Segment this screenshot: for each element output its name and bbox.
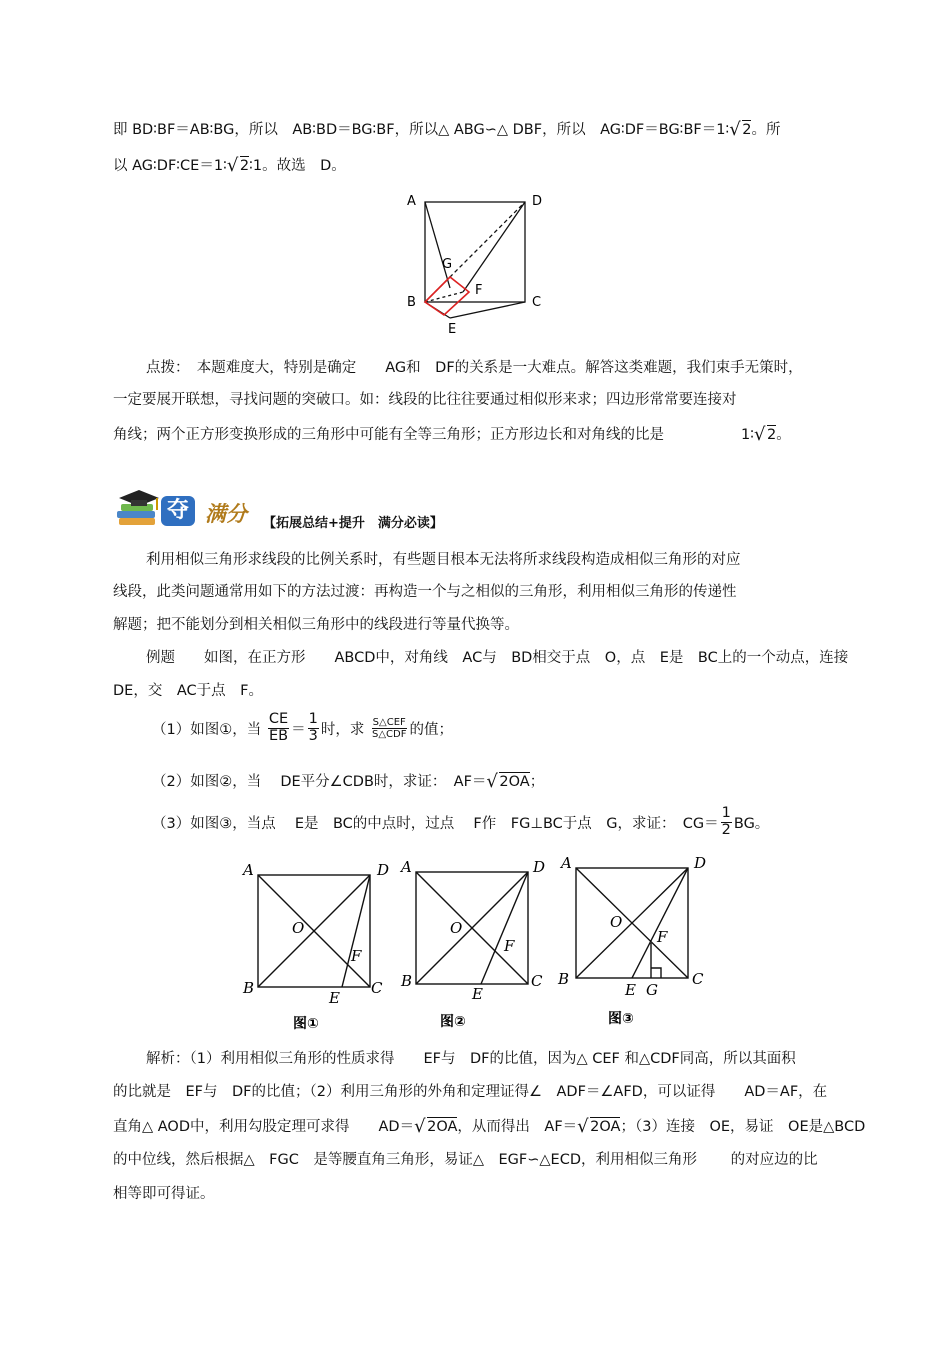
svg-text:C: C	[531, 972, 543, 990]
svg-text:D: D	[694, 854, 707, 872]
svg-text:D: D	[377, 861, 390, 879]
svg-text:A: A	[243, 861, 254, 879]
svg-text:E: E	[625, 981, 636, 999]
figure-1-caption: 图①	[293, 1016, 319, 1032]
question-3: （3）如图③，当点 E是 BC的中点时，过点 F作 FG⊥BC于点 G，求证： CG＝ $\frac{1}{2}$ BG。	[152, 805, 770, 838]
text-line: 以 AG∶DF∶CE＝1∶√ 2∶1。故选 D。	[113, 154, 346, 175]
figure-3-caption: 图③	[608, 1011, 634, 1027]
svg-text:F: F	[504, 937, 515, 955]
intro-line: 解题；把不能划分到相关相似三角形中的线段进行等量代换等。	[113, 617, 519, 633]
svg-text:B: B	[401, 972, 413, 990]
label-D: D	[532, 194, 543, 209]
banner-subtitle: 【拓展总结+提升 满分必读】	[263, 516, 443, 531]
banner-title: 满分	[205, 502, 247, 526]
solution-line: 的比就是 EF与 DF的比值；（2）利用三角形的外角和定理证得∠ ADF＝∠AFD，可以证得 AD＝AF，在	[113, 1084, 828, 1100]
hint-line: 一定要展开联想，寻找问题的突破口。如：线段的比往往要通过相似形来求；四边形常常要连接对	[113, 392, 737, 408]
example-line: DE，交 AC于点 F。	[113, 683, 263, 699]
svg-text:E: E	[329, 989, 340, 1007]
sqrt: √ 2	[729, 122, 751, 138]
figure-1	[238, 855, 398, 1035]
intro-line: 利用相似三角形求线段的比例关系时，有些题目根本无法将所求线段构造成相似三角形的对应	[146, 552, 741, 568]
figure-square-geometry	[395, 188, 555, 338]
label-A: A	[407, 194, 416, 209]
graduation-books-icon	[113, 488, 163, 532]
solution-line: 的中位线，然后根据△ FGC 是等腰直角三角形，易证△ EGF∽△ECD，利用相似三角形 的对应边的比	[113, 1152, 818, 1168]
question-2: （2）如图②，当 DE平分∠CDB时，求证： AF＝√ 2OA；	[152, 770, 544, 791]
label-E: E	[448, 322, 457, 337]
svg-text:O: O	[450, 919, 463, 937]
svg-text:O: O	[610, 913, 623, 931]
svg-text:B: B	[243, 979, 255, 997]
svg-text:A: A	[561, 854, 572, 872]
svg-text:C: C	[692, 970, 704, 988]
question-1: （1）如图①，当 $\frac{CE}{EB}$ ＝ $\frac{1}{3}$ 时，求 $\frac{\text{S△CEF}}{\text{S△CDF}}$ 的值；	[152, 711, 453, 744]
example-line: 例题 如图，在正方形 ABCD中，对角线 AC与 BD相交于点 O，点 E是 BC上的一个动点，连接	[146, 650, 849, 666]
svg-text:E: E	[472, 985, 483, 1003]
solution-line: 相等即可得证。	[113, 1186, 215, 1202]
figure-3	[556, 850, 716, 1030]
banner	[113, 488, 473, 532]
svg-text:F: F	[351, 947, 362, 965]
svg-text:F: F	[657, 928, 668, 946]
solution-line: 解析：（1）利用相似三角形的性质求得 EF与 DF的比值，因为△ CEF 和△CDF同高，所以其面积	[146, 1051, 796, 1067]
figure-2	[396, 855, 556, 1035]
svg-text:A: A	[401, 858, 412, 876]
text-line: 即 BD∶BF＝AB∶BG，所以 AB∶BD＝BG∶BF，所以△ ABG∽△ DBF，所以 AG∶DF＝BG∶BF＝1∶√ 2。所	[113, 118, 780, 139]
label-C: C	[532, 295, 542, 310]
figure-2-caption: 图②	[440, 1014, 466, 1030]
banner-char: 夺	[161, 496, 195, 526]
label-B: B	[407, 295, 416, 310]
svg-text:O: O	[292, 919, 305, 937]
label-F: F	[475, 283, 483, 298]
intro-line: 线段，此类问题通常用如下的方法过渡：再构造一个与之相似的三角形，利用相似三角形的传递性	[113, 584, 737, 600]
svg-text:B: B	[558, 970, 570, 988]
label-G: G	[442, 257, 453, 272]
hint-line: 角线；两个正方形变换形成的三角形中可能有全等三角形；正方形边长和对角线的比是 1∶√ 2。	[113, 423, 791, 444]
solution-line: 直角△ AOD中，利用勾股定理可求得 AD＝√ 2OA，从而得出 AF＝√ 2OA；（3）连接 OE，易证 OE是△BCD	[113, 1115, 865, 1136]
svg-text:D: D	[533, 858, 546, 876]
sqrt: √ 2	[227, 158, 249, 174]
svg-text:G: G	[646, 981, 658, 999]
svg-text:C: C	[371, 979, 383, 997]
hint-line: 点拨： 本题难度大，特别是确定 AG和 DF的关系是一大难点。解答这类难题，我们束手无策时，	[146, 360, 803, 376]
